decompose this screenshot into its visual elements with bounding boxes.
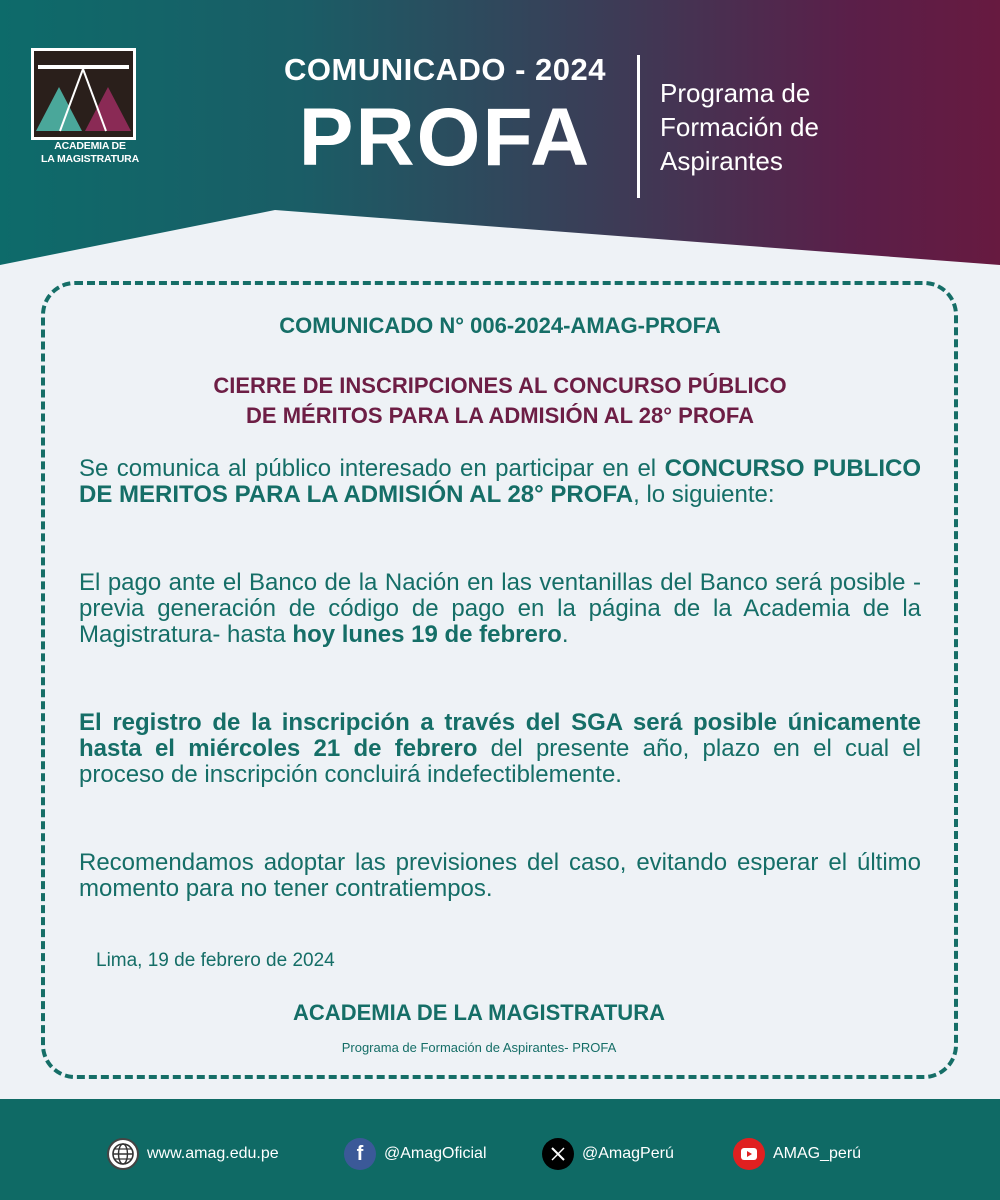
headline-line1: CIERRE DE INSCRIPCIONES AL CONCURSO PÚBLICO: [213, 373, 787, 398]
youtube-icon: [733, 1138, 765, 1170]
p3-text: del presente año, plazo en el cual el proceso de inscripción concluirá indefectiblemente.: [79, 735, 922, 788]
logo-caption-line2: LA MAGISTRATURA: [41, 153, 139, 165]
social-youtube[interactable]: [733, 1138, 861, 1170]
paragraph-payment: [79, 570, 921, 648]
comunicado-number: COMUNICADO N° 006-2024-AMAG-PROFA: [279, 313, 721, 338]
p2-bold: hoy lunes 19 de febrero: [292, 621, 562, 648]
globe-icon: [107, 1138, 139, 1170]
social-x[interactable]: [542, 1138, 674, 1170]
signature-program: Programa de Formación de Aspirantes- PROFA: [341, 1040, 617, 1055]
date-line: Lima, 19 de febrero de 2024: [96, 950, 335, 971]
social-facebook[interactable]: [344, 1138, 487, 1170]
p2-text: El pago ante el Banco de la Nación en las ventanillas del Banco será posible -previa generación de código de pago en la página de la Academia de la Magistratura- hasta: [79, 569, 921, 648]
announcement-headline: [100, 371, 900, 431]
header-divider: [637, 55, 640, 198]
facebook-link[interactable]: @AmagOficial: [384, 1145, 487, 1162]
paragraph-recommendation: Recomendamos adoptar las previsiones del caso, evitando esperar el último momento para no tener contratiempos.: [79, 849, 921, 902]
p1-tail: , lo siguiente:: [633, 481, 775, 508]
p2-tail: .: [561, 621, 569, 648]
facebook-icon: f: [344, 1138, 376, 1170]
p1-text: Se comunica al público interesado en participar en el: [79, 455, 665, 482]
programa-subtitle: [660, 76, 920, 178]
programa-line2: Formación de: [660, 112, 819, 142]
web-link[interactable]: www.amag.edu.pe: [147, 1145, 279, 1162]
p1-bold: CONCURSO PUBLICO DE MERITOS PARA LA ADMISIÓN AL 28° PROFA: [79, 455, 921, 508]
programa-line3: Aspirantes: [660, 146, 783, 176]
x-icon: [542, 1138, 574, 1170]
profa-title: PROFA: [298, 92, 592, 183]
programa-line1: Programa de: [660, 78, 811, 108]
paragraph-registration: [79, 710, 921, 788]
logo-caption-line1: ACADEMIA DE: [54, 140, 126, 152]
comunicado-year-title: COMUNICADO - 2024: [284, 52, 606, 87]
logo-mountains-icon: [34, 51, 133, 137]
logo-caption: [10, 140, 170, 166]
signature-institution: ACADEMIA DE LA MAGISTRATURA: [293, 1000, 665, 1025]
p3-bold: El registro de la inscripción a través del SGA será posible únicamente hasta el miércoles 21 de febrero: [79, 709, 921, 762]
youtube-link[interactable]: AMAG_perú: [773, 1145, 862, 1162]
social-web[interactable]: [107, 1138, 279, 1170]
paragraph-intro: [79, 456, 921, 508]
headline-line2: DE MÉRITOS PARA LA ADMISIÓN AL 28° PROFA: [246, 403, 754, 428]
x-link[interactable]: @AmagPerú: [582, 1145, 674, 1162]
academia-logo: [31, 48, 136, 140]
